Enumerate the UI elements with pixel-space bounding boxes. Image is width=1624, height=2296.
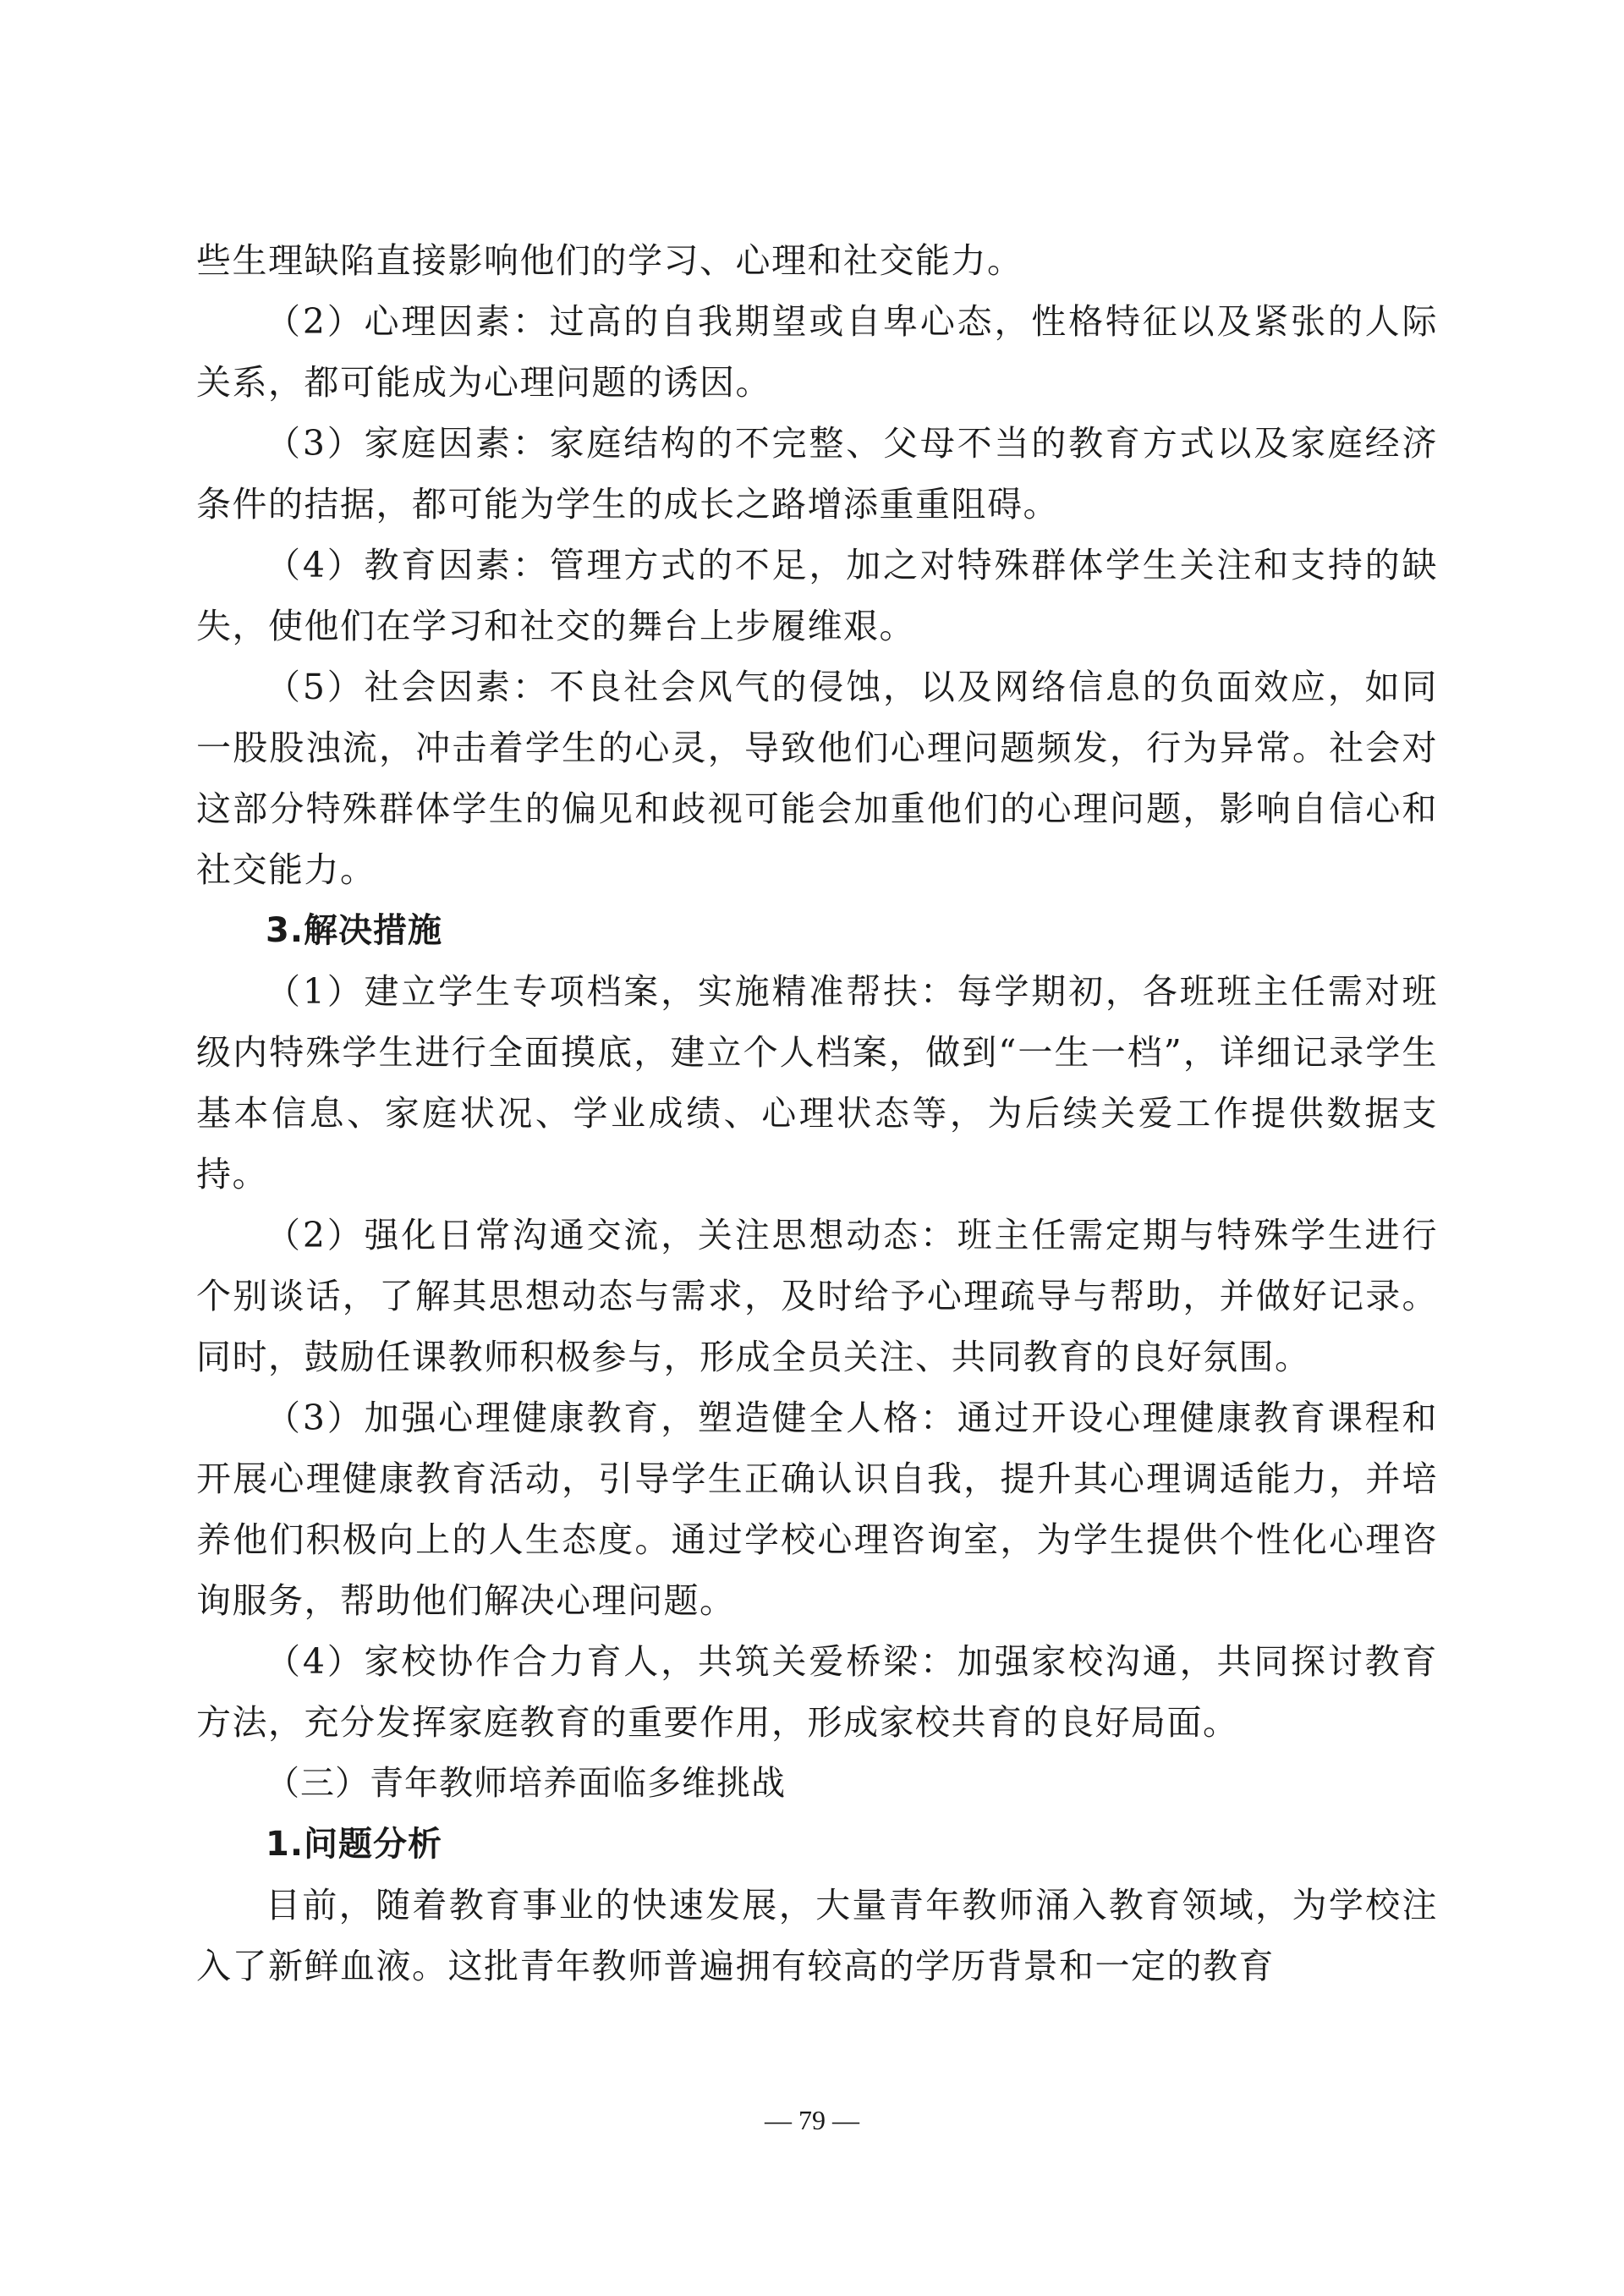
paragraph-physical-defects: 些生理缺陷直接影响他们的学习、心理和社交能力。 — [196, 240, 1023, 281]
paragraph-social-factors: （5）社会因素：不良社会风气的侵蚀，以及网络信息的负面效应，如同一股股浊流，冲击着学生的心灵，导致他们心理问题频发，行为异常。社会对这部分特殊群体学生的偏见和歧视可能会加重他们的心理问题，影响自信心和社交能力。 — [196, 667, 1438, 890]
paragraph-family-factors: （3）家庭因素：家庭结构的不完整、父母不当的教育方式以及家庭经济条件的拮据，都可能为学生的成长之路增添重重阻碍。 — [196, 423, 1438, 525]
chapter-subheading-young-teachers: （三）青年教师培养面临多维挑战 — [266, 1764, 786, 1803]
paragraph-communication: （2）强化日常沟通交流，关注思想动态：班主任需定期与特殊学生进行个别谈话，了解其思想动态与需求，及时给予心理疏导与帮助，并做好记录。同时，鼓励任课教师积极参与，形成全员关注、共同教育的良好氛围。 — [196, 1215, 1438, 1377]
paragraph-young-teachers-intro: 目前，随着教育事业的快速发展，大量青年教师涌入教育领域，为学校注入了新鲜血液。这批青年教师普遍拥有较高的学历背景和一定的教育 — [196, 1885, 1438, 1986]
section-heading-solutions: 3.解决措施 — [266, 911, 443, 950]
paragraph-education-factors: （4）教育因素：管理方式的不足，加之对特殊群体学生关注和支持的缺失，使他们在学习和社交的舞台上步履维艰。 — [196, 545, 1438, 646]
paragraph-psychological-factors: （2）心理因素：过高的自我期望或自卑心态，性格特征以及紧张的人际关系，都可能成为心理问题的诱因。 — [196, 301, 1438, 403]
page-number: — 79 — — [765, 2105, 859, 2135]
document-body — [196, 230, 1438, 1997]
paragraph-home-school: （4）家校协作合力育人，共筑关爱桥梁：加强家校沟通，共同探讨教育方法，充分发挥家庭教育的重要作用，形成家校共育的良好局面。 — [196, 1641, 1438, 1743]
paragraph-student-files: （1）建立学生专项档案，实施精准帮扶：每学期初，各班班主任需对班级内特殊学生进行全面摸底，建立个人档案，做到“一生一档”，详细记录学生基本信息、家庭状况、学业成绩、心理状态等，为后续关爱工作提供数据支持。 — [196, 971, 1438, 1195]
section-heading-problem-analysis: 1.问题分析 — [266, 1825, 443, 1864]
paragraph-mental-health: （3）加强心理健康教育，塑造健全人格：通过开设心理健康教育课程和开展心理健康教育活动，引导学生正确认识自我，提升其心理调适能力，并培养他们积极向上的人生态度。通过学校心理咨询室，为学生提供个性化心理咨询服务，帮助他们解决心理问题。 — [196, 1398, 1438, 1621]
